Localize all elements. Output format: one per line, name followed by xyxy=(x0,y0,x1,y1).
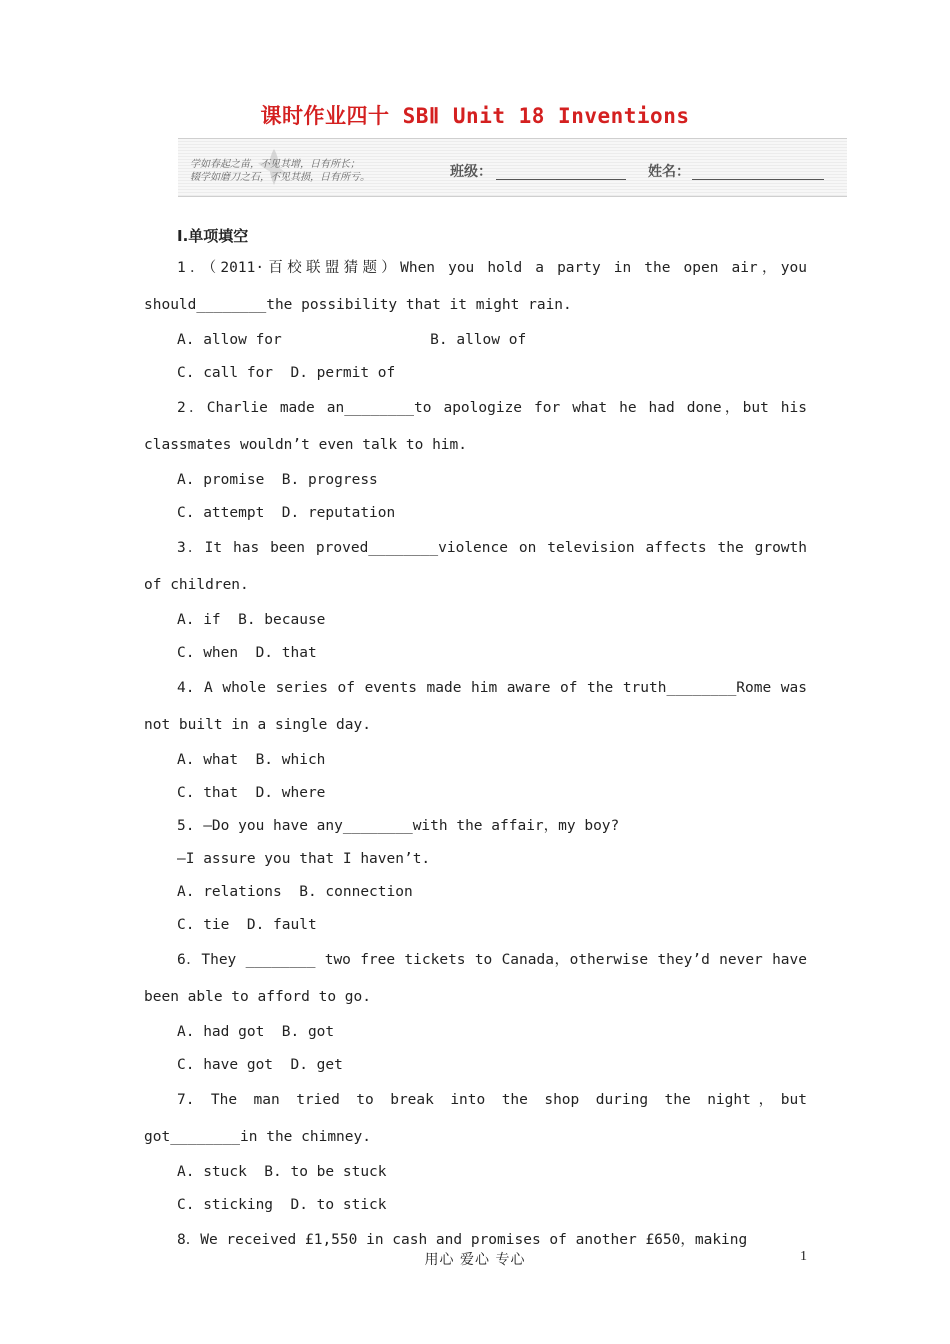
question-stem: 3．It has been proved________violence on television affects the growth of children. xyxy=(144,540,807,593)
motto-line: 学如春起之苗，不见其增，日有所长； xyxy=(190,159,360,170)
header-banner xyxy=(178,138,847,197)
option-row: C. attempt D. reputation xyxy=(177,505,396,521)
page-number: 1 xyxy=(800,1249,807,1264)
option-row: C. call for D. permit of xyxy=(177,365,396,381)
page-footer xyxy=(0,1249,950,1269)
question-stem: 6．They ________ two free tickets to Canada，otherwise they’d never have been able to afford to go. xyxy=(144,952,807,1005)
option-row: —I assure you that I haven’t. xyxy=(177,851,431,867)
question-item xyxy=(144,390,807,530)
option-row: C. tie D. fault xyxy=(177,917,317,933)
option-row: C. have got D. get xyxy=(177,1057,343,1073)
question-stem: 5. —Do you have any________with the affair，my boy? xyxy=(177,818,620,834)
question-item xyxy=(144,530,807,670)
motto-line: 辍学如磨刀之石，不见其损，日有所亏。 xyxy=(190,172,370,183)
name-label: 姓名： xyxy=(648,164,690,180)
question-item xyxy=(144,670,807,810)
question-stem: 2．Charlie made an________to apologize for what he had done，but his classmates wouldn’t even talk to him. xyxy=(144,400,807,453)
page-title: 课时作业四十 SBⅡ Unit 18 Inventions xyxy=(260,104,690,128)
question-stem: 4. A whole series of events made him aware of the truth________Rome was not built in a single day. xyxy=(144,680,807,733)
option-row: C. when D. that xyxy=(177,645,317,661)
question-stem: 7. The man tried to break into the shop during the night，but got________in the chimney. xyxy=(144,1092,807,1145)
option-row: A. had got B. got xyxy=(177,1024,335,1040)
option-row: A. promise B. progress xyxy=(177,472,378,488)
question-stem: 8．We received £1,550 in cash and promises of another £650，making xyxy=(177,1232,748,1248)
option-row: A. what B. which xyxy=(177,752,326,768)
exercise-content xyxy=(144,222,807,1259)
option-row: C. that D. where xyxy=(177,785,326,801)
question-item xyxy=(144,1082,807,1222)
question-item xyxy=(144,942,807,1082)
section-heading: Ⅰ.单项填空 xyxy=(177,227,249,245)
footer-slogan: 用心 爱心 专心 xyxy=(424,1252,526,1268)
option-row: A. if B. because xyxy=(177,612,326,628)
option-row: A. stuck B. to be stuck xyxy=(177,1164,387,1180)
question-list xyxy=(144,250,807,1259)
class-label: 班级： xyxy=(450,164,492,180)
question-item xyxy=(144,810,807,942)
motto xyxy=(190,158,370,184)
option-row: A. allow for B. allow of xyxy=(177,332,527,348)
option-row: A. relations B. connection xyxy=(177,884,413,900)
question-stem: 1．（2011·百校联盟猜题）When you hold a party in the open air，you should________the possibility that it might rain. xyxy=(144,260,807,313)
name-field[interactable] xyxy=(692,179,824,180)
class-field[interactable] xyxy=(496,179,626,180)
question-item xyxy=(144,250,807,390)
option-row: C. sticking D. to stick xyxy=(177,1197,387,1213)
